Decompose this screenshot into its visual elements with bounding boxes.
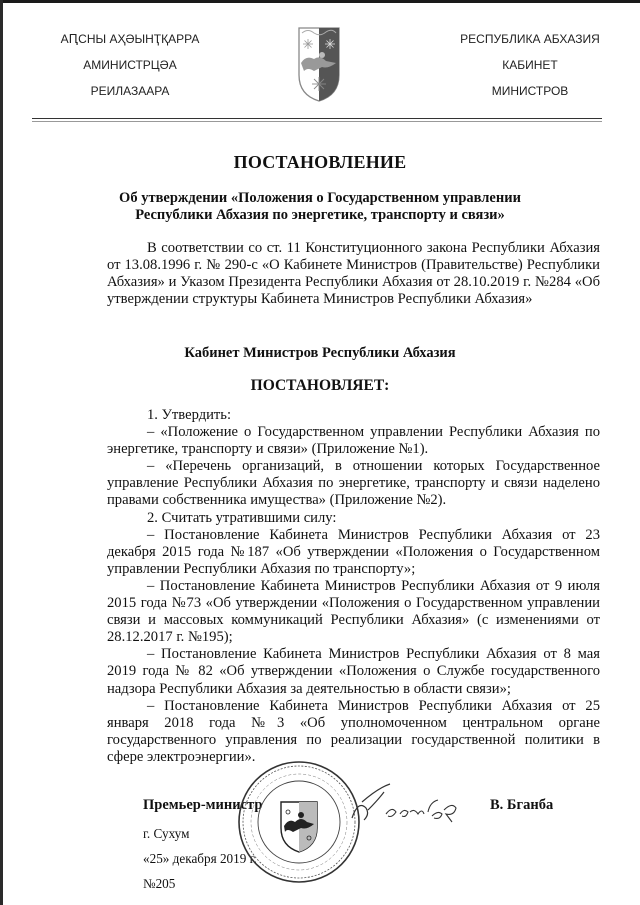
decree-paragraph: – «Перечень организаций, в отношении которых Государственное управление Республики Абхазия по энергетике, транспорту и связи наделено правами собственника имущества» (Приложение №2). — [107, 458, 600, 509]
intro-paragraph: В соответствии со ст. 11 Конституционного закона Республики Абхазия от 13.08.1996 г. № 290-с «О Кабинете Министров (Правительстве) Республики Абхазия» и Указом Президента Республики Абхазия от 28.10.2019 г. №284 «Об утверждении структуры Кабинета Министров Республики Абхазия» — [107, 240, 600, 308]
issuer-heading: Кабинет Министров Республики Абхазия — [184, 345, 456, 361]
signatory-title: Премьер-министр — [143, 797, 263, 813]
header-right-line1: РЕСПУБЛИКА АБХАЗИЯ — [460, 32, 600, 46]
scan-edge-left — [0, 0, 3, 905]
official-seal-icon — [237, 760, 361, 884]
header-right-line2: КАБИНЕТ — [502, 58, 558, 72]
handwritten-signature-icon — [348, 780, 463, 830]
decree-paragraph: – Постановление Кабинета Министров Республики Абхазия от 8 мая 2019 года № 82 «Об утверждении «Положения о Службе государственного надзора Республики Абхазия за деятельностью в области связи»; — [107, 646, 600, 697]
header-left-line1: АԤСНЫ АҲӘЫНҬҚАРРА — [60, 32, 200, 46]
header-divider-secondary — [32, 121, 602, 122]
intro-section — [107, 240, 600, 308]
subtitle-line1: Об утверждении «Положения о Государственном управлении — [119, 190, 521, 206]
subtitle-line2: Республики Абхазия по энергетике, транспорту и связи» — [135, 207, 505, 223]
coat-of-arms-icon — [296, 25, 342, 103]
signatory-name: В. Бганба — [490, 797, 554, 813]
header-right-line3: МИНИСТРОВ — [491, 84, 569, 98]
header-left-line3: РЕИЛАЗААРА — [90, 84, 170, 98]
document-date: «25» декабря 2019 г. — [143, 851, 257, 866]
document-place: г. Сухум — [143, 826, 190, 841]
decree-paragraph: 1. Утвердить: — [147, 407, 232, 423]
decree-heading: ПОСТАНОВЛЯЕТ: — [250, 377, 390, 394]
document-subtitle — [100, 190, 540, 224]
document-number: №205 — [143, 876, 176, 891]
decree-paragraph: – Постановление Кабинета Министров Республики Абхазия от 9 июля 2015 года №73 «Об утверждении «Положения о Государственном управлении связи и массовых коммуникаций Республики Абхазия» (с изменениями от 28.12.2017 г. №195); — [107, 577, 600, 646]
decree-paragraph: – Постановление Кабинета Министров Республики Абхазия от 23 декабря 2015 года №187 «Об утверждении «Положения о Государственном управлении Республики Абхазия по транспорту»; — [107, 526, 600, 577]
header-left-line2: АМИНИСТРЦӘА — [83, 58, 177, 72]
scan-edge-top — [0, 0, 640, 3]
header-divider — [32, 118, 602, 119]
document-title: ПОСТАНОВЛЕНИЕ — [233, 152, 407, 172]
decree-paragraph: – Постановление Кабинета Министров Республики Абхазия от 25 января 2018 года №3 «Об уполномоченном центральном органе государственного управления по реализации государственной политики в сфере электроэнергии». — [107, 697, 600, 765]
decree-paragraph: – «Положение о Государственном управлении Республики Абхазия по энергетике, транспорту и связи» (Приложение №1). — [107, 424, 600, 458]
decree-paragraph: 2. Считать утратившими силу: — [147, 509, 337, 526]
decree-items — [107, 407, 600, 766]
